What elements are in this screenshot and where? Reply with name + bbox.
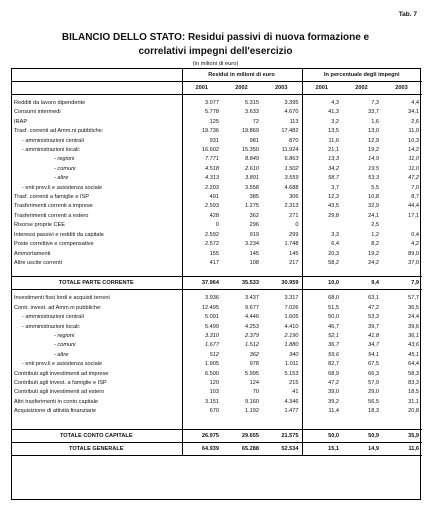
- percent-cell: 10,3: [408, 137, 420, 144]
- percent-cell: 34,7: [368, 342, 379, 349]
- residui-cell: 491: [182, 193, 222, 202]
- row-label: Poste correttive e compensative: [14, 241, 94, 248]
- table-row: [12, 155, 422, 164]
- percent-cell: 10,0: [302, 277, 342, 290]
- table-row: [12, 360, 422, 369]
- row-label: - amministrazioni centrali: [22, 137, 84, 144]
- table-row: [12, 323, 422, 332]
- row-label: - enti prev.li e assistenza sociale: [22, 361, 103, 368]
- table-row: [12, 202, 422, 211]
- year-header: 2001: [182, 82, 222, 95]
- percent-cell: 19,2: [368, 147, 379, 154]
- percent-cell: 39,6: [408, 323, 420, 330]
- residui-cell: 72: [252, 118, 259, 125]
- residui-cell: 217: [289, 259, 299, 266]
- row-label: Trasf. correnti a famiglie e ISP: [14, 194, 90, 201]
- percent-cell: 2,5: [371, 222, 379, 229]
- total-row: [12, 429, 422, 442]
- page-subtitle: correlativi impegni dell'esercizio: [138, 46, 293, 57]
- percent-cell: 36,1: [408, 332, 420, 339]
- percent-cell: 51,5: [302, 304, 342, 313]
- residui-cell: 417: [182, 259, 222, 268]
- table-body: [12, 95, 422, 456]
- residui-cell: 155: [182, 250, 222, 259]
- percent-cell: 52,1: [302, 332, 342, 341]
- residui-cell: 428: [182, 212, 222, 221]
- percent-cell: 34,2: [302, 165, 342, 174]
- percent-cell: 13,5: [302, 127, 342, 136]
- percent-cell: 83,3: [408, 379, 420, 386]
- percent-cell: 18,5: [408, 389, 420, 396]
- residui-cell: 11.924: [281, 147, 299, 154]
- row-label: Altri trasferimenti in conto capitale: [14, 398, 98, 405]
- percent-cell: 7,3: [371, 100, 379, 106]
- residui-cell: 108: [249, 259, 259, 266]
- percent-cell: 17,1: [408, 212, 420, 219]
- residui-cell: 3.317: [284, 295, 299, 302]
- table-row: [12, 146, 422, 155]
- percent-cell: 11,0: [408, 156, 420, 163]
- header-blank: [12, 82, 182, 95]
- residui-cell: 15.350: [241, 147, 259, 154]
- residui-cell: 271: [289, 212, 299, 219]
- residui-cell: 70: [252, 389, 259, 396]
- percent-cell: 29,0: [368, 389, 379, 396]
- percent-cell: 57,7: [408, 295, 420, 302]
- residui-cell: 5.153: [284, 370, 299, 377]
- percent-cell: 47,2: [408, 175, 420, 182]
- percent-cell: 50,9: [342, 429, 382, 442]
- percent-cell: 3,7: [302, 184, 342, 193]
- percent-cell: 4,3: [302, 99, 342, 108]
- percent-cell: 12,3: [302, 193, 342, 202]
- percent-cell: 8,7: [411, 194, 420, 201]
- percent-cell: 67,5: [368, 361, 379, 368]
- residui-cell: 9.677: [245, 304, 259, 311]
- residui-cell: 2.379: [245, 332, 259, 339]
- group-header-row: [12, 69, 422, 82]
- residui-cell: 16.602: [182, 146, 222, 155]
- percent-cell: 58,2: [302, 259, 342, 268]
- row-label: Contributi agli invest. a famiglie e ISP: [14, 379, 107, 386]
- percent-cell: 41,8: [368, 332, 379, 339]
- residui-cell: 1.905: [182, 360, 222, 369]
- residui-cell: 5.315: [245, 100, 259, 106]
- table-row: [12, 127, 422, 136]
- residui-cell: 3.234: [245, 241, 259, 248]
- row-label: - regioni: [54, 332, 75, 339]
- table-row: [12, 137, 422, 146]
- residui-cell: 981: [249, 137, 259, 144]
- percent-cell: 10,8: [368, 194, 379, 201]
- table-row: [12, 370, 422, 379]
- residui-cell: 1.605: [284, 314, 299, 321]
- table-row: [12, 351, 422, 360]
- percent-cell: 43,6: [408, 342, 420, 349]
- row-label: TOTALE GENERALE: [12, 442, 182, 455]
- residui-cell: 512: [182, 351, 222, 360]
- table-row: [12, 212, 422, 221]
- residui-cell: 29.655: [222, 429, 262, 442]
- percent-cell: 6,4: [302, 240, 342, 249]
- table-row: [12, 341, 422, 350]
- percent-cell: 2,6: [411, 118, 420, 125]
- data-table-frame: [11, 68, 421, 500]
- residui-cell: 145: [289, 250, 299, 257]
- row-label: IRAP: [14, 118, 28, 125]
- percent-cell: 47,2: [368, 304, 379, 311]
- percent-cell: 3,2: [302, 118, 342, 127]
- percent-cell: 31,1: [408, 398, 420, 405]
- unit-note: (in milioni di euro): [192, 61, 239, 67]
- percent-cell: 34,1: [408, 109, 420, 116]
- year-header: 2002: [342, 82, 382, 95]
- percent-cell: 19,2: [368, 250, 379, 257]
- row-label: Consumi intermedi: [14, 109, 61, 116]
- year-header: 2001: [302, 82, 342, 95]
- residui-cell: 7.771: [182, 155, 222, 164]
- residui-cell: 0: [295, 222, 299, 229]
- row-label: - amministrazioni centrali: [22, 314, 84, 321]
- percent-cell: 5,5: [371, 184, 379, 191]
- percent-cell: 14,2: [408, 147, 420, 154]
- row-label: Altre uscite correnti: [14, 259, 62, 266]
- group-header-residui: Residui in milioni di euro: [182, 69, 302, 82]
- row-label: Trasf. correnti ad Amm.ni pubbliche:: [14, 128, 104, 135]
- percent-cell: 11,6: [382, 442, 422, 455]
- percent-cell: 7,0: [411, 184, 420, 191]
- residui-cell: 4.670: [284, 109, 299, 116]
- table-row: [12, 174, 422, 183]
- residui-cell: 4.410: [284, 323, 299, 330]
- percent-cell: 19,5: [368, 165, 379, 172]
- residui-cell: 931: [182, 137, 222, 146]
- residui-cell: 3.077: [182, 99, 222, 108]
- residui-cell: 4.688: [284, 184, 299, 191]
- residui-cell: 670: [182, 407, 222, 416]
- row-label: - altre: [54, 351, 69, 358]
- residui-cell: 2.203: [182, 184, 222, 193]
- residui-cell: 12.495: [182, 304, 222, 313]
- residui-cell: 1.677: [182, 341, 222, 350]
- residui-cell: 5.499: [182, 323, 222, 332]
- row-label: - amministrazioni locali:: [22, 147, 81, 154]
- residui-cell: 3.395: [284, 100, 299, 106]
- row-label: - comuni: [54, 342, 76, 349]
- table-row: [12, 259, 422, 268]
- table-row: [12, 193, 422, 202]
- percent-cell: 64,4: [408, 361, 420, 368]
- residui-cell: 0: [182, 221, 222, 230]
- residui-cell: 3.936: [182, 294, 222, 303]
- percent-cell: 11,0: [408, 165, 420, 172]
- table-row: [12, 165, 422, 174]
- table-number: Tab. 7: [398, 11, 417, 18]
- residui-cell: 4.518: [182, 165, 222, 174]
- total-row: [12, 277, 422, 290]
- table-row: [12, 398, 422, 407]
- residui-cell: 113: [289, 118, 299, 125]
- percent-cell: 54,1: [368, 351, 379, 358]
- percent-cell: 39,0: [302, 388, 342, 397]
- row-label: Contr. invest. ad Amm.ni pubbliche:: [14, 304, 102, 311]
- residui-cell: 1.275: [245, 203, 259, 210]
- percent-cell: 18,3: [368, 408, 379, 415]
- row-label: Interessi passivi e redditi da capitale: [14, 231, 104, 238]
- percent-cell: 24,4: [408, 314, 420, 321]
- residui-cell: 9.160: [245, 398, 259, 405]
- percent-cell: 68,9: [302, 370, 342, 379]
- residui-cell: 919: [249, 231, 259, 238]
- row-label: Redditi da lavoro dipendente: [14, 100, 86, 106]
- residui-cell: 6.863: [284, 156, 299, 163]
- header-blank: [12, 69, 182, 82]
- residui-cell: 1.512: [245, 342, 259, 349]
- residui-cell: 17.482: [281, 128, 299, 135]
- year-header: 2003: [382, 82, 422, 95]
- percent-cell: 53,3: [368, 175, 379, 182]
- residui-cell: 7.026: [284, 304, 299, 311]
- percent-cell: 4,2: [411, 241, 420, 248]
- residui-cell: 1.011: [284, 361, 299, 368]
- table-row: [12, 304, 422, 313]
- row-label: - regioni: [54, 156, 75, 163]
- residui-cell: 340: [289, 351, 299, 358]
- table-row: [12, 332, 422, 341]
- percent-cell: 13,0: [368, 128, 379, 135]
- data-table: [12, 69, 422, 456]
- percent-cell: 24,2: [368, 259, 379, 266]
- percent-cell: 20,3: [302, 250, 342, 259]
- group-header-percentuale: In percentuale degli impegni: [302, 69, 422, 82]
- percent-cell: [382, 221, 422, 230]
- residui-cell: 3.633: [245, 109, 259, 116]
- residui-cell: 2.572: [182, 240, 222, 249]
- residui-cell: 4.446: [245, 314, 259, 321]
- table-row: [12, 118, 422, 127]
- percent-cell: 44,4: [408, 203, 420, 210]
- table-row: [12, 231, 422, 240]
- residui-cell: 19.736: [182, 127, 222, 136]
- row-label: - enti prev.li e assistenza sociale: [22, 184, 103, 191]
- residui-cell: 64.939: [182, 442, 222, 455]
- residui-cell: 296: [249, 222, 259, 229]
- residui-cell: 125: [182, 118, 222, 127]
- percent-cell: 46,7: [302, 323, 342, 332]
- residui-cell: 299: [289, 231, 299, 238]
- percent-cell: 11,6: [302, 137, 342, 146]
- table-row: [12, 407, 422, 416]
- residui-cell: 65.288: [222, 442, 262, 455]
- year-header: 2003: [262, 82, 302, 95]
- residui-cell: 37.964: [182, 277, 222, 290]
- residui-cell: 4.313: [182, 174, 222, 183]
- percent-cell: 56,5: [368, 398, 379, 405]
- row-label: - comuni: [54, 165, 76, 172]
- residui-cell: 8.849: [245, 156, 259, 163]
- row-label: Contributi agli investimenti ad estero: [14, 389, 105, 396]
- percent-cell: 12,9: [368, 137, 379, 144]
- page-title: BILANCIO DELLO STATO: Residui passivi di nuova formazione e: [61, 32, 370, 43]
- percent-cell: [302, 221, 342, 230]
- residui-cell: 19.869: [241, 128, 259, 135]
- residui-cell: 978: [249, 361, 259, 368]
- total-row: [12, 442, 422, 455]
- row-label: TOTALE CONTO CAPITALE: [12, 429, 182, 442]
- residui-cell: 2.592: [182, 231, 222, 240]
- residui-cell: 3.558: [245, 184, 259, 191]
- percent-cell: 11,0: [408, 128, 420, 135]
- percent-cell: 47,2: [302, 379, 342, 388]
- row-label: TOTALE PARTE CORRENTE: [12, 277, 182, 290]
- percent-cell: 45,1: [408, 351, 420, 358]
- residui-cell: 4.346: [284, 398, 299, 405]
- percent-cell: 0,4: [411, 231, 420, 238]
- percent-cell: 50,0: [302, 429, 342, 442]
- table-row: [12, 250, 422, 259]
- percent-cell: 53,3: [368, 314, 379, 321]
- residui-cell: 1.502: [284, 165, 299, 172]
- percent-cell: 7,9: [382, 277, 422, 290]
- residui-cell: 3.437: [245, 295, 259, 302]
- percent-cell: 66,3: [368, 370, 379, 377]
- percent-cell: 37,0: [408, 259, 420, 266]
- residui-cell: 2.313: [284, 203, 299, 210]
- table-row: [12, 184, 422, 193]
- percent-cell: 4,4: [411, 100, 420, 106]
- percent-cell: 58,3: [408, 370, 420, 377]
- percent-cell: 32,9: [368, 203, 379, 210]
- residui-cell: 21.575: [262, 429, 302, 442]
- residui-cell: 41: [292, 389, 299, 396]
- residui-cell: 215: [289, 379, 299, 386]
- residui-cell: 1.880: [284, 342, 299, 349]
- residui-cell: 124: [249, 379, 259, 386]
- percent-cell: 33,7: [368, 109, 379, 116]
- row-label: Acquisizione di attività finanziarie: [14, 408, 97, 415]
- percent-cell: 1,6: [371, 118, 379, 125]
- residui-cell: 1.192: [245, 408, 259, 415]
- table-row: [12, 294, 422, 303]
- percent-cell: 57,9: [368, 379, 379, 386]
- residui-cell: 3.310: [182, 332, 222, 341]
- percent-cell: 82,7: [302, 360, 342, 369]
- percent-cell: 68,0: [302, 294, 342, 303]
- table-row: [12, 379, 422, 388]
- residui-cell: 1.477: [284, 408, 299, 415]
- percent-cell: 39,7: [368, 323, 379, 330]
- percent-cell: 39,2: [302, 398, 342, 407]
- percent-cell: 14,9: [342, 442, 382, 455]
- residui-cell: 306: [289, 194, 299, 201]
- residui-cell: 1.748: [284, 241, 299, 248]
- percent-cell: 36,5: [408, 304, 420, 311]
- residui-cell: 2.190: [284, 332, 299, 339]
- percent-cell: 21,1: [302, 146, 342, 155]
- residui-cell: 5.091: [182, 313, 222, 322]
- percent-cell: 63,1: [368, 295, 379, 302]
- percent-cell: 41,3: [302, 108, 342, 117]
- percent-cell: 29,8: [302, 212, 342, 221]
- table-row: [12, 221, 422, 230]
- percent-cell: 14,9: [368, 156, 379, 163]
- residui-cell: 103: [182, 388, 222, 397]
- percent-cell: 1,2: [371, 231, 379, 238]
- residui-cell: 120: [182, 379, 222, 388]
- percent-cell: 11,4: [302, 407, 342, 416]
- percent-cell: 59,6: [302, 351, 342, 360]
- row-label: Trasferimenti correnti a estero: [14, 212, 89, 219]
- percent-cell: 9,4: [342, 277, 382, 290]
- row-label: Ammortamenti: [14, 250, 51, 257]
- residui-cell: 5.778: [182, 108, 222, 117]
- residui-cell: 35.533: [222, 277, 262, 290]
- percent-cell: 3,3: [302, 231, 342, 240]
- residui-cell: 4.253: [245, 323, 259, 330]
- residui-cell: 30.959: [262, 277, 302, 290]
- residui-cell: 145: [249, 250, 259, 257]
- row-label: Investimenti fissi lordi e acquisti terreni: [14, 295, 110, 302]
- residui-cell: 2.593: [182, 202, 222, 211]
- residui-cell: 3.559: [284, 175, 299, 182]
- residui-cell: 3.151: [182, 398, 222, 407]
- residui-cell: 3.891: [245, 175, 259, 182]
- year-header: 2002: [222, 82, 262, 95]
- residui-cell: 5.995: [245, 370, 259, 377]
- row-label: Risorse proprie CEE: [14, 222, 65, 229]
- percent-cell: 35,9: [382, 429, 422, 442]
- percent-cell: 13,3: [302, 155, 342, 164]
- table-row: [12, 108, 422, 117]
- row-label: - amministrazioni locali:: [22, 323, 81, 330]
- table-row: [12, 388, 422, 397]
- percent-cell: 50,0: [302, 313, 342, 322]
- percent-cell: 43,5: [302, 202, 342, 211]
- percent-cell: 8,2: [371, 241, 379, 248]
- residui-cell: 2.610: [245, 165, 259, 172]
- row-label: Contributi agli investimenti ad imprese: [14, 370, 109, 377]
- percent-cell: 15,1: [302, 442, 342, 455]
- percent-cell: 36,7: [302, 341, 342, 350]
- table-row: [12, 99, 422, 108]
- percent-cell: 58,7: [302, 174, 342, 183]
- percent-cell: 89,0: [408, 250, 420, 257]
- residui-cell: 26.975: [182, 429, 222, 442]
- row-label: Trasferimenti correnti a imprese: [14, 203, 93, 210]
- residui-cell: 362: [249, 351, 259, 358]
- percent-cell: 20,8: [408, 408, 420, 415]
- residui-cell: 6.500: [182, 370, 222, 379]
- table-row: [12, 313, 422, 322]
- row-label: - altre: [54, 175, 69, 182]
- residui-cell: 362: [249, 212, 259, 219]
- residui-cell: 870: [289, 137, 299, 144]
- table-row: [12, 240, 422, 249]
- year-header-row: [12, 82, 422, 95]
- residui-cell: 385: [249, 194, 259, 201]
- residui-cell: 52.534: [262, 442, 302, 455]
- percent-cell: 24,1: [368, 212, 379, 219]
